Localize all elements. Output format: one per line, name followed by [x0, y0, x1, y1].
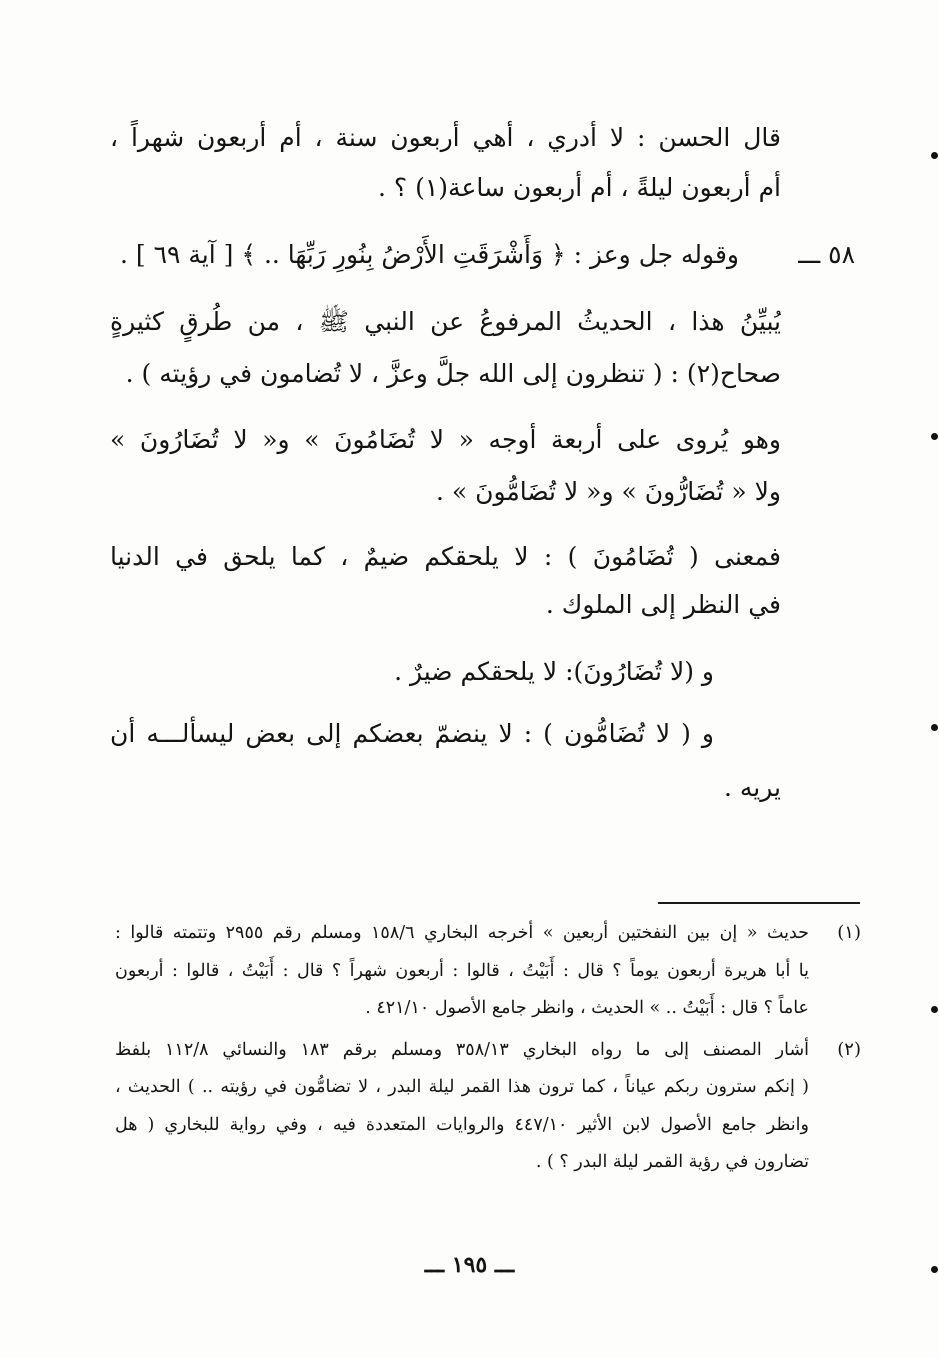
item-number-58: ٥٨ ـــ — [798, 240, 855, 269]
footnote-2-line-3: وانظر جامع الأصول لابن الأثير ٤٤٧/١٠ والروايات المتعددة فيه ، وفي رواية للبخاري ( هل — [115, 1115, 809, 1135]
margin-mark — [931, 1266, 938, 1273]
text-line-12: يريه . — [723, 773, 781, 802]
text-line-verse: وقوله جل وعز : ﴿ وَأَشْرَقَتِ الأَرْضُ بِنُورِ رَبِّهَا .. ﴾ [ آية ٦٩ ] . — [120, 240, 739, 269]
footnote-number-2: (٢) — [837, 1039, 861, 1060]
footnote-2-line-4: تضارون في رؤية القمر ليلة البدر ؟ ) . — [535, 1152, 809, 1172]
text-line-11: و ( لا تُضَامُّون ) : لا ينضمّ بعضكم إلى بعض ليسألـــه أن — [110, 719, 714, 748]
text-line-6: وهو يُروى على أربعة أوجه « لا تُضَامُونَ » و« لا تُضَارُونَ » — [110, 425, 781, 454]
footnote-2-line-2: ( إنكم سترون ربكم عياناً ، كما ترون هذا القمر ليلة البدر ، لا تضامُّون في رؤيته .. ) الحديث ، — [115, 1077, 809, 1097]
text-line-1: قال الحسن : لا أدري ، أهي أربعون سنة ، أم أربعون شهراً ، — [110, 123, 781, 152]
footnote-number-1: (١) — [837, 922, 861, 943]
text-line-10: و (لا تُضَارُونَ): لا يلحقكم ضيرٌ . — [394, 657, 714, 686]
footnote-2-line-1: أشار المصنف إلى ما رواه البخاري ٣٥٨/١٣ ومسلم برقم ١٨٣ والنسائي ١١٢/٨ بلفظ — [115, 1040, 809, 1060]
text-line-9: في النظر إلى الملوك . — [545, 590, 781, 619]
footnote-1-line-2: يا أبا هريرة أربعون يوماً ؟ قال : أَبَيْتُ ، قالوا : أربعون شهراً ؟ قال : أَبَيْتُ ، قالوا : أربعون — [115, 961, 809, 981]
text-line-4: يُبيِّنُ هذا ، الحديثُ المرفوعُ عن النبي ﷺ ، من طُرقٍ كثيرةٍ — [110, 307, 781, 336]
margin-mark — [931, 152, 938, 159]
footnote-1-line-1: حديث « إن بين النفختين أربعين » أخرجه البخاري ١٥٨/٦ ومسلم رقم ٢٩٥٥ وتتمته قالوا : — [115, 923, 809, 943]
footnote-separator — [658, 902, 860, 904]
margin-mark — [931, 1006, 938, 1013]
page-number: ـــ ١٩٥ ـــ — [424, 1252, 515, 1278]
margin-mark — [931, 724, 938, 731]
text-line-8: فمعنى ( تُضَامُونَ ) : لا يلحقكم ضيمٌ ، كما يلحق في الدنيا — [110, 542, 781, 571]
text-line-2: أم أربعون ليلةً ، أم أربعون ساعة(١) ؟ . — [377, 173, 781, 202]
margin-mark — [931, 433, 938, 440]
footnote-1-line-3: عاماً ؟ قال : أَبَيْتُ .. » الحديث ، وانظر جامع الأصول ٤٢١/١٠ . — [365, 998, 809, 1018]
text-line-5: صحاح(٢) : ( تنظرون إلى الله جلَّ وعزَّ ، لا تُضامون في رؤيته ) . — [125, 359, 781, 388]
text-line-7: ولا « تُضَارُّونَ » و« لا تُضَامُّونَ » . — [435, 477, 781, 506]
